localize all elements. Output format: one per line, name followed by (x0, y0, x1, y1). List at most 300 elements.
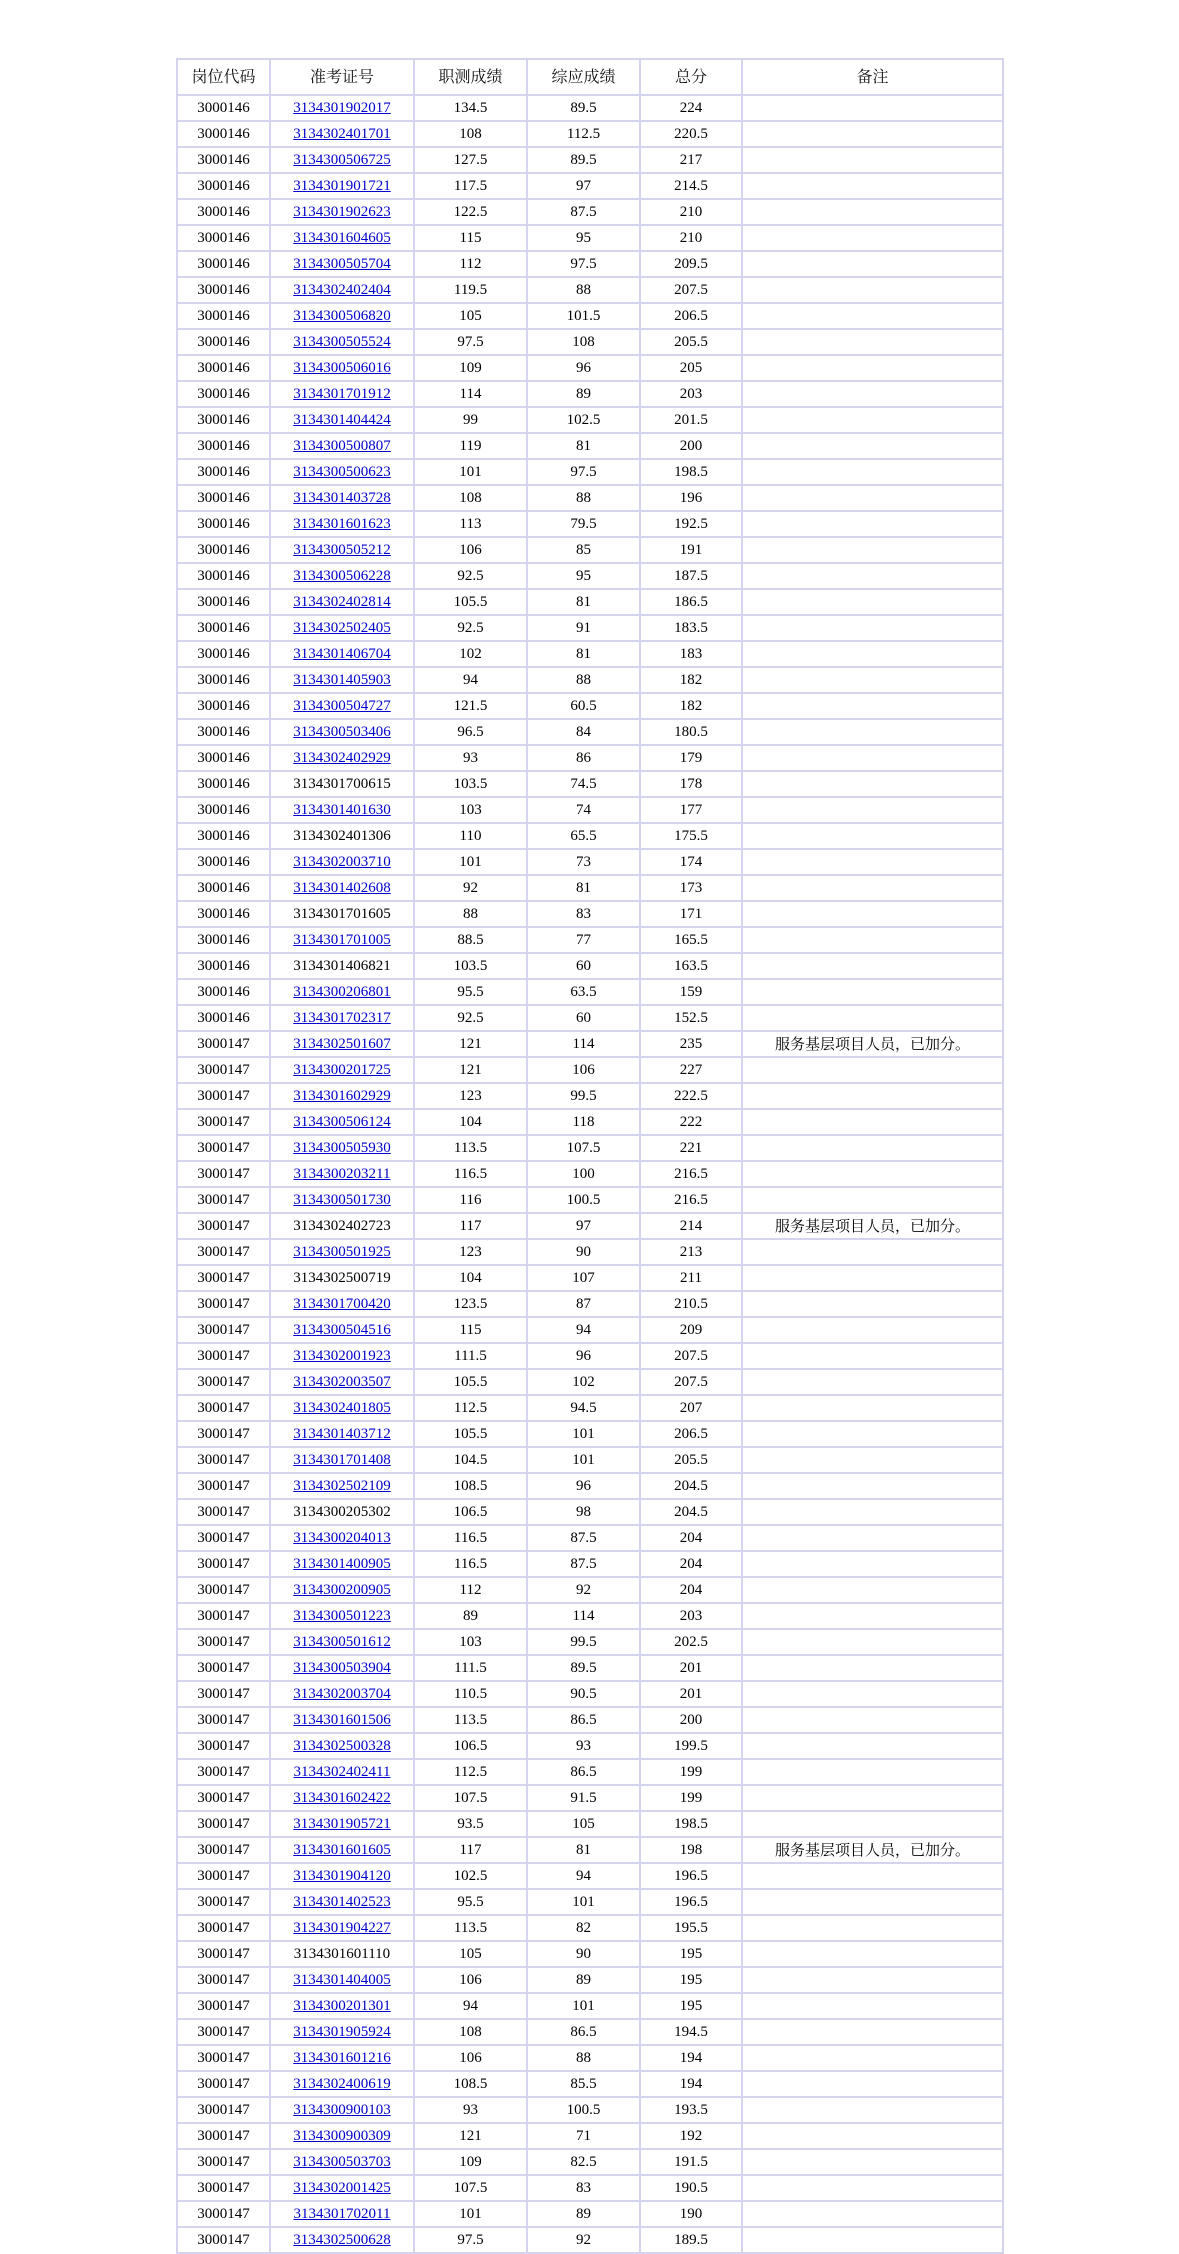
cell-admission-number[interactable] (270, 485, 414, 511)
admission-number-link[interactable]: 3134301403728 (293, 489, 391, 506)
cell-admission-number[interactable] (270, 1083, 414, 1109)
cell-admission-number[interactable] (270, 693, 414, 719)
admission-number-link[interactable]: 3134301601506 (293, 1711, 391, 1728)
cell-total-score: 214.5 (640, 173, 742, 199)
cell-total-score: 206.5 (640, 1421, 742, 1447)
cell-total-score: 200 (640, 433, 742, 459)
admission-number-link[interactable]: 3134301901721 (293, 177, 391, 194)
cell-admission-number[interactable] (270, 1369, 414, 1395)
admission-number-link[interactable]: 3134300505930 (293, 1139, 391, 1156)
admission-number-link[interactable]: 3134301404424 (293, 411, 391, 428)
table-row (177, 745, 1003, 771)
cell-admission-number[interactable] (270, 1109, 414, 1135)
cell-remarks (742, 1317, 1003, 1343)
admission-number-link[interactable]: 3134302401701 (293, 125, 391, 142)
cell-aptitude-score: 94 (414, 667, 527, 693)
cell-admission-number[interactable] (270, 303, 414, 329)
admission-number-link[interactable]: 3134300900103 (293, 2101, 391, 2118)
cell-admission-number[interactable] (270, 2175, 414, 2201)
cell-admission-number[interactable] (270, 1525, 414, 1551)
cell-remarks: 服务基层项目人员，已加分。 (742, 1213, 1003, 1239)
admission-number-link[interactable]: 3134302001425 (293, 2179, 391, 2196)
cell-position-code: 3000146 (177, 1005, 270, 1031)
cell-position-code: 3000147 (177, 2201, 270, 2227)
admission-number-link[interactable]: 3134301702317 (293, 1009, 391, 1026)
cell-admission-number[interactable] (270, 1135, 414, 1161)
table-row (177, 2045, 1003, 2071)
admission-number-link[interactable]: 3134301602422 (293, 1789, 391, 1806)
cell-admission-number[interactable] (270, 1629, 414, 1655)
cell-total-score: 196.5 (640, 1889, 742, 1915)
cell-remarks (742, 1993, 1003, 2019)
cell-admission-number[interactable] (270, 849, 414, 875)
table-row (177, 2097, 1003, 2123)
cell-admission-number[interactable] (270, 1473, 414, 1499)
admission-number-link[interactable]: 3134302500628 (293, 2231, 391, 2248)
admission-number-link[interactable]: 3134302502109 (293, 1477, 391, 1494)
cell-remarks (742, 355, 1003, 381)
cell-remarks (742, 771, 1003, 797)
admission-number-link[interactable]: 3134300204013 (293, 1529, 391, 1546)
cell-aptitude-score: 105 (414, 1941, 527, 1967)
cell-comprehensive-score: 88 (527, 2045, 640, 2071)
cell-admission-number[interactable] (270, 1811, 414, 1837)
cell-total-score: 165.5 (640, 927, 742, 953)
admission-number-link[interactable]: 3134301701912 (293, 385, 391, 402)
cell-admission-number[interactable] (270, 2227, 414, 2253)
cell-aptitude-score: 106 (414, 537, 527, 563)
cell-admission-number[interactable] (270, 95, 414, 121)
cell-remarks (742, 1109, 1003, 1135)
cell-position-code: 3000147 (177, 1785, 270, 1811)
admission-number-link[interactable]: 3134302003710 (293, 853, 391, 870)
cell-admission-number[interactable] (270, 2045, 414, 2071)
admission-number-link[interactable]: 3134300506725 (293, 151, 391, 168)
cell-comprehensive-score: 98 (527, 1499, 640, 1525)
admission-number-link[interactable]: 3134300500807 (293, 437, 391, 454)
cell-admission-number[interactable] (270, 1317, 414, 1343)
cell-admission-number[interactable] (270, 1447, 414, 1473)
cell-admission-number[interactable] (270, 2123, 414, 2149)
admission-number-link[interactable]: 3134301904120 (293, 1867, 391, 1884)
cell-comprehensive-score: 114 (527, 1603, 640, 1629)
cell-aptitude-score: 123 (414, 1239, 527, 1265)
admission-number-link[interactable]: 3134301400905 (293, 1555, 391, 1572)
cell-aptitude-score: 93 (414, 2097, 527, 2123)
cell-total-score: 194 (640, 2071, 742, 2097)
cell-total-score: 204.5 (640, 1473, 742, 1499)
cell-total-score: 194.5 (640, 2019, 742, 2045)
admission-number-link[interactable]: 3134301601216 (293, 2049, 391, 2066)
cell-admission-number[interactable] (270, 641, 414, 667)
cell-position-code: 3000147 (177, 2227, 270, 2253)
cell-admission-number[interactable] (270, 1837, 414, 1863)
admission-number-link[interactable]: 3134300900309 (293, 2127, 391, 2144)
cell-position-code: 3000146 (177, 589, 270, 615)
admission-number-link[interactable]: 3134300200905 (293, 1581, 391, 1598)
cell-position-code: 3000146 (177, 225, 270, 251)
cell-comprehensive-score: 114 (527, 1031, 640, 1057)
admission-number-link[interactable]: 3134300501925 (293, 1243, 391, 1260)
cell-remarks (742, 745, 1003, 771)
cell-comprehensive-score: 94.5 (527, 1395, 640, 1421)
admission-number-link[interactable]: 3134302003507 (293, 1373, 391, 1390)
admission-number-link[interactable]: 3134301405903 (293, 671, 391, 688)
table-row (177, 537, 1003, 563)
admission-number-link[interactable]: 3134302402929 (293, 749, 391, 766)
table-row (177, 147, 1003, 173)
admission-number-link[interactable]: 3134301402523 (293, 1893, 391, 1910)
cell-remarks (742, 251, 1003, 277)
cell-admission-number[interactable] (270, 277, 414, 303)
cell-total-score: 199.5 (640, 1733, 742, 1759)
cell-admission-number[interactable] (270, 1343, 414, 1369)
cell-comprehensive-score: 92 (527, 1577, 640, 1603)
cell-aptitude-score: 108 (414, 485, 527, 511)
admission-number-link[interactable]: 3134301404005 (293, 1971, 391, 1988)
cell-admission-number[interactable] (270, 1057, 414, 1083)
admission-number-link[interactable]: 3134301604605 (293, 229, 391, 246)
cell-admission-number[interactable] (270, 1785, 414, 1811)
cell-remarks (742, 1005, 1003, 1031)
table-row (177, 2149, 1003, 2175)
admission-number-link[interactable]: 3134300206801 (293, 983, 391, 1000)
cell-comprehensive-score: 89 (527, 381, 640, 407)
cell-aptitude-score: 112.5 (414, 1759, 527, 1785)
cell-admission-number[interactable] (270, 1291, 414, 1317)
cell-position-code: 3000147 (177, 1187, 270, 1213)
cell-aptitude-score: 106 (414, 2045, 527, 2071)
cell-total-score: 179 (640, 745, 742, 771)
cell-comprehensive-score: 60.5 (527, 693, 640, 719)
cell-admission-number[interactable] (270, 1551, 414, 1577)
cell-comprehensive-score: 97.5 (527, 251, 640, 277)
cell-admission-number[interactable] (270, 381, 414, 407)
table-row (177, 1005, 1003, 1031)
table-row (177, 1811, 1003, 1837)
cell-admission-number[interactable] (270, 1759, 414, 1785)
cell-admission-number[interactable] (270, 537, 414, 563)
cell-comprehensive-score: 95 (527, 563, 640, 589)
cell-admission-number[interactable] (270, 433, 414, 459)
admission-number-link[interactable]: 3134301701408 (293, 1451, 391, 1468)
results-table-container (176, 58, 1002, 2254)
cell-admission-number[interactable] (270, 797, 414, 823)
cell-admission-number[interactable] (270, 1655, 414, 1681)
cell-admission-number[interactable] (270, 1889, 414, 1915)
admission-number-link[interactable]: 3134301403712 (293, 1425, 391, 1442)
cell-position-code: 3000147 (177, 1629, 270, 1655)
cell-comprehensive-score: 86 (527, 745, 640, 771)
cell-position-code: 3000146 (177, 277, 270, 303)
table-row (177, 2227, 1003, 2253)
table-row (177, 381, 1003, 407)
table-row (177, 1161, 1003, 1187)
cell-admission-number[interactable] (270, 1993, 414, 2019)
admission-number-link[interactable]: 3134300505212 (293, 541, 391, 558)
admission-number-link[interactable]: 3134300503904 (293, 1659, 391, 1676)
cell-position-code: 3000146 (177, 641, 270, 667)
cell-aptitude-score: 99 (414, 407, 527, 433)
admission-number-link[interactable]: 3134300201301 (293, 1997, 391, 2014)
cell-admission-number[interactable] (270, 1915, 414, 1941)
cell-position-code: 3000147 (177, 1447, 270, 1473)
cell-remarks (742, 1577, 1003, 1603)
admission-number-link[interactable]: 3134302402404 (293, 281, 391, 298)
cell-admission-number[interactable] (270, 121, 414, 147)
table-row (177, 979, 1003, 1005)
table-row (177, 797, 1003, 823)
cell-admission-number[interactable] (270, 563, 414, 589)
admission-number-link[interactable]: 3134300503406 (293, 723, 391, 740)
cell-admission-number[interactable] (270, 589, 414, 615)
admission-number-link[interactable]: 3134300500623 (293, 463, 391, 480)
table-row (177, 1057, 1003, 1083)
cell-remarks (742, 2123, 1003, 2149)
cell-admission-number[interactable] (270, 225, 414, 251)
admission-number-link[interactable]: 3134302501607 (293, 1036, 391, 1052)
cell-aptitude-score: 119 (414, 433, 527, 459)
cell-aptitude-score: 103 (414, 797, 527, 823)
admission-number-link[interactable]: 3134302003704 (293, 1685, 391, 1702)
table-row (177, 1629, 1003, 1655)
cell-total-score: 175.5 (640, 823, 742, 849)
cell-remarks (742, 329, 1003, 355)
cell-position-code: 3000147 (177, 1993, 270, 2019)
cell-aptitude-score: 112 (414, 1577, 527, 1603)
admission-number-link[interactable]: 3134300501730 (293, 1191, 391, 1208)
cell-admission-number[interactable] (270, 719, 414, 745)
cell-admission-number[interactable] (270, 355, 414, 381)
cell-comprehensive-score: 81 (527, 641, 640, 667)
cell-admission-number[interactable] (270, 1681, 414, 1707)
cell-remarks (742, 1889, 1003, 1915)
cell-admission-number[interactable] (270, 875, 414, 901)
cell-aptitude-score: 104 (414, 1265, 527, 1291)
cell-admission-number[interactable] (270, 2071, 414, 2097)
cell-admission-number[interactable] (270, 1031, 414, 1057)
cell-admission-number[interactable] (270, 329, 414, 355)
admission-number-link[interactable]: 3134302500328 (293, 1737, 391, 1754)
cell-admission-number[interactable] (270, 2201, 414, 2227)
admission-number-link[interactable]: 3134301406704 (293, 645, 391, 662)
cell-aptitude-score: 97.5 (414, 2227, 527, 2253)
cell-total-score: 196.5 (640, 1863, 742, 1889)
cell-remarks (742, 1941, 1003, 1967)
admission-number-link[interactable]: 3134300506124 (293, 1113, 391, 1130)
table-row (177, 2019, 1003, 2045)
cell-admission-number[interactable] (270, 1161, 414, 1187)
cell-admission-number[interactable] (270, 173, 414, 199)
table-row (177, 1187, 1003, 1213)
cell-total-score: 192.5 (640, 511, 742, 537)
cell-total-score: 207.5 (640, 1343, 742, 1369)
cell-aptitude-score: 114 (414, 381, 527, 407)
cell-admission-number[interactable] (270, 511, 414, 537)
cell-position-code: 3000147 (177, 2123, 270, 2149)
admission-number-link[interactable]: 3134300505704 (293, 255, 391, 272)
cell-remarks (742, 1187, 1003, 1213)
cell-remarks (742, 2097, 1003, 2123)
cell-aptitude-score: 134.5 (414, 95, 527, 121)
table-row (177, 2123, 1003, 2149)
table-row (177, 1941, 1003, 1967)
cell-aptitude-score: 105.5 (414, 1369, 527, 1395)
cell-admission-number[interactable] (270, 2149, 414, 2175)
cell-comprehensive-score: 87.5 (527, 1551, 640, 1577)
cell-remarks (742, 2149, 1003, 2175)
cell-remarks (742, 1811, 1003, 1837)
admission-number-link[interactable]: 3134301905924 (293, 2023, 391, 2040)
admission-number-link[interactable]: 3134300203211 (293, 1165, 391, 1182)
cell-admission-number[interactable] (270, 927, 414, 953)
cell-total-score: 186.5 (640, 589, 742, 615)
cell-comprehensive-score: 88 (527, 277, 640, 303)
cell-admission-number[interactable] (270, 147, 414, 173)
admission-number-link[interactable]: 3134300501223 (293, 1607, 391, 1624)
table-row (177, 875, 1003, 901)
admission-number-link[interactable]: 3134301902017 (293, 99, 391, 116)
cell-admission-number (270, 1213, 414, 1239)
cell-admission-number[interactable] (270, 745, 414, 771)
cell-position-code: 3000146 (177, 849, 270, 875)
admission-number-link[interactable]: 3134301702011 (293, 2205, 391, 2222)
cell-comprehensive-score: 82 (527, 1915, 640, 1941)
cell-comprehensive-score: 101 (527, 1889, 640, 1915)
cell-total-score: 192 (640, 2123, 742, 2149)
cell-admission-number[interactable] (270, 1577, 414, 1603)
cell-admission-number[interactable] (270, 1733, 414, 1759)
admission-number-link[interactable]: 3134301905721 (293, 1815, 391, 1832)
cell-total-score: 207 (640, 1395, 742, 1421)
admission-number-link[interactable]: 3134302401805 (293, 1399, 391, 1416)
admission-number-link[interactable]: 3134301402608 (293, 879, 391, 896)
cell-admission-number[interactable] (270, 199, 414, 225)
header-aptitude-score: 职测成绩 (414, 59, 527, 95)
admission-number-link[interactable]: 3134300503703 (293, 2153, 391, 2170)
admission-number-text: 3134302402723 (293, 1218, 391, 1234)
cell-admission-number[interactable] (270, 2019, 414, 2045)
admission-number-link[interactable]: 3134302402411 (293, 1763, 391, 1780)
cell-comprehensive-score: 89.5 (527, 95, 640, 121)
cell-admission-number[interactable] (270, 1187, 414, 1213)
cell-aptitude-score: 121 (414, 1057, 527, 1083)
table-row (177, 1031, 1003, 1057)
table-row (177, 1785, 1003, 1811)
admission-number-link[interactable]: 3134300506820 (293, 307, 391, 324)
cell-remarks (742, 1447, 1003, 1473)
cell-admission-number[interactable] (270, 1603, 414, 1629)
cell-remarks (742, 433, 1003, 459)
cell-admission-number[interactable] (270, 667, 414, 693)
cell-aptitude-score: 117.5 (414, 173, 527, 199)
admission-number-link[interactable]: 3134301902623 (293, 203, 391, 220)
cell-total-score: 171 (640, 901, 742, 927)
cell-admission-number[interactable] (270, 1239, 414, 1265)
admission-number-link[interactable]: 3134300505524 (293, 333, 391, 350)
cell-admission-number[interactable] (270, 407, 414, 433)
admission-number-link[interactable]: 3134300504516 (293, 1321, 391, 1338)
admission-number-link[interactable]: 3134301601605 (293, 1842, 391, 1858)
cell-admission-number[interactable] (270, 2097, 414, 2123)
cell-total-score: 190.5 (640, 2175, 742, 2201)
admission-number-link[interactable]: 3134301904227 (293, 1919, 391, 1936)
cell-admission-number[interactable] (270, 1005, 414, 1031)
cell-admission-number[interactable] (270, 615, 414, 641)
cell-admission-number[interactable] (270, 979, 414, 1005)
admission-number-link[interactable]: 3134300201725 (293, 1061, 391, 1078)
cell-comprehensive-score: 73 (527, 849, 640, 875)
admission-number-link[interactable]: 3134301701005 (293, 931, 391, 948)
cell-comprehensive-score: 100 (527, 1161, 640, 1187)
cell-aptitude-score: 117 (414, 1213, 527, 1239)
admission-number-link[interactable]: 3134302402814 (293, 593, 391, 610)
cell-comprehensive-score: 97.5 (527, 459, 640, 485)
cell-comprehensive-score: 87 (527, 1291, 640, 1317)
admission-number-link[interactable]: 3134302400619 (293, 2075, 391, 2092)
cell-admission-number[interactable] (270, 1967, 414, 1993)
cell-admission-number[interactable] (270, 1395, 414, 1421)
admission-number-link[interactable]: 3134301401630 (293, 801, 391, 818)
cell-aptitude-score: 115 (414, 225, 527, 251)
cell-comprehensive-score: 107.5 (527, 1135, 640, 1161)
admission-number-link[interactable]: 3134300501612 (293, 1633, 391, 1650)
cell-comprehensive-score: 86.5 (527, 2019, 640, 2045)
admission-number-text: 3134301701605 (293, 905, 391, 922)
cell-position-code: 3000146 (177, 355, 270, 381)
cell-remarks (742, 1655, 1003, 1681)
cell-comprehensive-score: 106 (527, 1057, 640, 1083)
cell-comprehensive-score: 83 (527, 901, 640, 927)
cell-comprehensive-score: 74 (527, 797, 640, 823)
cell-position-code: 3000146 (177, 459, 270, 485)
cell-comprehensive-score: 94 (527, 1317, 640, 1343)
admission-number-link[interactable]: 3134300506228 (293, 567, 391, 584)
cell-position-code: 3000147 (177, 1733, 270, 1759)
cell-admission-number[interactable] (270, 459, 414, 485)
cell-admission-number[interactable] (270, 251, 414, 277)
header-comprehensive-score: 综应成绩 (527, 59, 640, 95)
cell-remarks (742, 1499, 1003, 1525)
admission-number-link[interactable]: 3134302001923 (293, 1347, 391, 1364)
cell-comprehensive-score: 118 (527, 1109, 640, 1135)
admission-number-link[interactable]: 3134301700420 (293, 1295, 391, 1312)
cell-aptitude-score: 92.5 (414, 1005, 527, 1031)
cell-aptitude-score: 122.5 (414, 199, 527, 225)
admission-number-link[interactable]: 3134301602929 (293, 1087, 391, 1104)
cell-admission-number[interactable] (270, 1863, 414, 1889)
cell-aptitude-score: 127.5 (414, 147, 527, 173)
cell-position-code: 3000146 (177, 121, 270, 147)
cell-position-code: 3000147 (177, 1837, 270, 1863)
cell-admission-number[interactable] (270, 1421, 414, 1447)
cell-position-code: 3000146 (177, 147, 270, 173)
admission-number-link[interactable]: 3134302502405 (293, 619, 391, 636)
cell-total-score: 224 (640, 95, 742, 121)
admission-number-link[interactable]: 3134300506016 (293, 359, 391, 376)
cell-aptitude-score: 109 (414, 355, 527, 381)
admission-number-link[interactable]: 3134300504727 (293, 697, 391, 714)
cell-aptitude-score: 112 (414, 251, 527, 277)
cell-position-code: 3000147 (177, 1395, 270, 1421)
cell-aptitude-score: 96.5 (414, 719, 527, 745)
admission-number-link[interactable]: 3134301601623 (293, 515, 391, 532)
cell-admission-number[interactable] (270, 1707, 414, 1733)
cell-total-score: 213 (640, 1239, 742, 1265)
table-row (177, 1759, 1003, 1785)
cell-total-score: 194 (640, 2045, 742, 2071)
cell-aptitude-score: 116.5 (414, 1551, 527, 1577)
